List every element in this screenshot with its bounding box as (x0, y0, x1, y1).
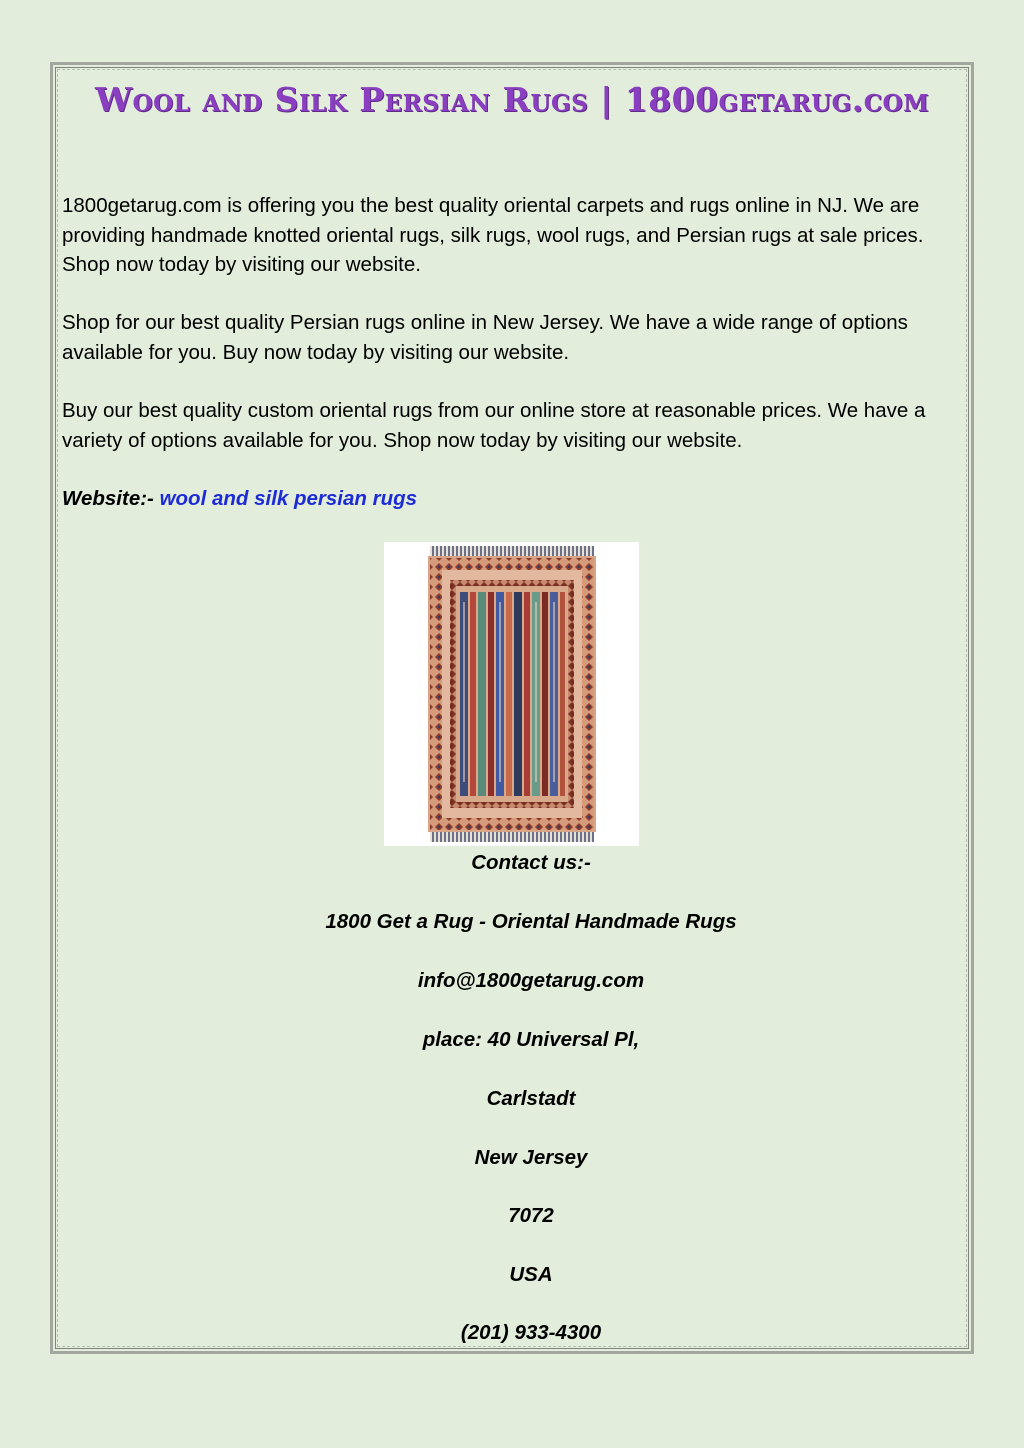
page-title: Wool and Silk Persian Rugs | 1800getarug.com (94, 80, 930, 119)
custom-rugs-paragraph: Buy our best quality custom oriental rugs from our online store at reasonable prices. We have a variety of options available for you. Shop now today by visiting our website. (62, 399, 926, 452)
contact-email[interactable]: info@1800getarug.com (417, 969, 645, 992)
website-line (62, 484, 417, 514)
contact-company: 1800 Get a Rug - Oriental Handmade Rugs (325, 910, 737, 933)
contact-phone[interactable]: (201) 933-4300 (460, 1321, 602, 1344)
rug-illustration (384, 542, 639, 846)
website-label: Website:- (62, 487, 154, 510)
contact-place: place: 40 Universal Pl, (422, 1028, 640, 1051)
persian-rugs-paragraph: Shop for our best quality Persian rugs online in New Jersey. We have a wide range of options available for you. Buy now today by visiting our website. (62, 311, 908, 364)
intro-paragraph: 1800getarug.com is offering you the best quality oriental carpets and rugs online in NJ. We are providing handmade knotted oriental rugs, silk rugs, wool rugs, and Persian rugs at sale prices. Shop now today by visiting our website. (62, 194, 924, 276)
website-link[interactable]: wool and silk persian rugs (159, 487, 418, 510)
contact-zip: 7072 (508, 1204, 554, 1227)
rug-image (384, 542, 639, 846)
contact-heading: Contact us:- (471, 851, 591, 874)
contact-state: New Jersey (474, 1146, 588, 1169)
contact-country: USA (509, 1263, 553, 1286)
contact-city: Carlstadt (486, 1087, 576, 1110)
